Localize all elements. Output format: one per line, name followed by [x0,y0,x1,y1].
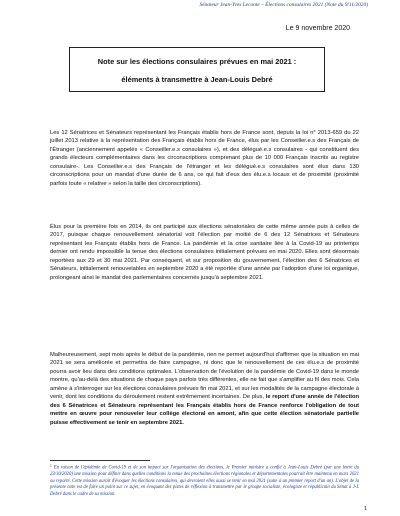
footnote [50,463,359,498]
running-header: Sénateur Jean-Yves Leconte – Élections consulaires 2021 (Note du 9/11/2020) [199,2,368,8]
paragraph-1: Les 12 Sénatrices et Sénateurs représentant les Français établis hors de France sont, depuis la loi n° 2013-659 du 22 juillet 2013 relative à la représentation des Français établis hors de France, élus par les Conseiller.e.s des Français de l'Étranger (anciennement appelés « Conseiller.e.s consulaires »), et des délégué.e.s consulaires - qui constituent des grands électeurs complémentaires dans les circonscriptions comprenant plus de 10 000 Français inscrits au registre consulaire-. Les Conseiller.e.s des Français de l'étranger et les délégué.e.s consulaires sont élus dans 130 circonscriptions pour un mandat d'une durée de 6 ans, ce qui fait d'eux des élu.e.s locaux et de proximité (proximité parfois toute « relative » selon la taille des circonscriptions). [50,130,359,187]
footnote-text: En raison de l'épidémie de Covid-19 et de son impact sur l'organisation des élections, le Premier ministre a confié à Jean-Louis Debré (par une lettre du 23/10/2020) une mission pour définir dans quelles conditions la tenue des prochaines élections régionales et départementales pourrait être maintenu en mars 2021 ou reporté. Cette mission aurait d'évoquer les élections consulaires, qui devraient elles aussi se tenir en mai 2021 (suite à un premier report d'un an). L'objet de la présente note est de faire un point sur ce sujet, en évoquant des pistes de réflexion à transmettre par le groupe socialiste, écologiste et républicain du Sénat à J-L Debré dans le cadre de sa mission. [50,465,359,497]
paragraph-3-text: Malheureusement, sept mois après le début de la pandémie, rien ne permet aujourd'hui d'affirmer que la situation en mai 2021 se sera améliorée et permettra de faire campagne, ni donc que le renouvellement de ces élu.e.s de proximité pourra avoir lieu dans des conditions optimales. L'observation de l'évolution de la pandémie de Covid-19 dans le monde montre, qu'au-delà des situations de chaque pays parfois très différentes, elle ne fait que s'amplifier au fil des mois. Cela amène à s'interroger sur les élections consulaires prévues fin mai 2021, et sur les modalités de la campagne électorale à venir, dont les conditions du déroulement restent extrêmement incertaines. De plus, [50,352,359,401]
title-box [69,47,325,92]
title-line-1: Note sur les élections consulaires prévues en mai 2021 : [97,57,297,66]
page-number: 1 [363,506,367,512]
title-line-2: éléments à transmettre à Jean-Louis Debré [121,75,273,84]
footnote-separator [50,460,150,461]
paragraph-3 [50,351,359,427]
paragraph-3-emphasis: le report d'une année de l'élection des 6 Sénatrices et Sénateurs représentant les Français établis hors de France renforce l'obligation de tout mettre en œuvre pour renouveler leur collège électoral en amont, afin que cette élection sénatoriale partielle puisse effectivement se tenir en septembre 2021. [50,394,359,426]
footnote-mark: 1 [50,464,52,468]
document-date: Le 9 novembre 2020 [285,25,350,32]
paragraph-2: Élus pour la première fois en 2014, ils ont participé aux élections sénatoriales de cette même année puis à celles de 2017, puisque chaque renouvellement sénatorial voit l'élection par moitié de 6 des 12 Sénatrices et Sénateurs représentant les Français établis hors de France. La pandémie et la crise sanitaire liée à la Covid-19 au printemps dernier ont rendu impossible la tenue des élections consulaires initialement prévues en mai 2020. Elles sont désormais reportées aux 29 et 30 mai 2021. Par conséquent, et sur proposition du gouvernement, l'élection des 6 Sénatrices et Sénateurs, initialement renouvelables en septembre 2020 a été reportée d'une année par l'adoption d'une loi organique, prolongeant ainsi le mandat des parlementaires concernés jusqu'à septembre 2021. [50,224,359,281]
